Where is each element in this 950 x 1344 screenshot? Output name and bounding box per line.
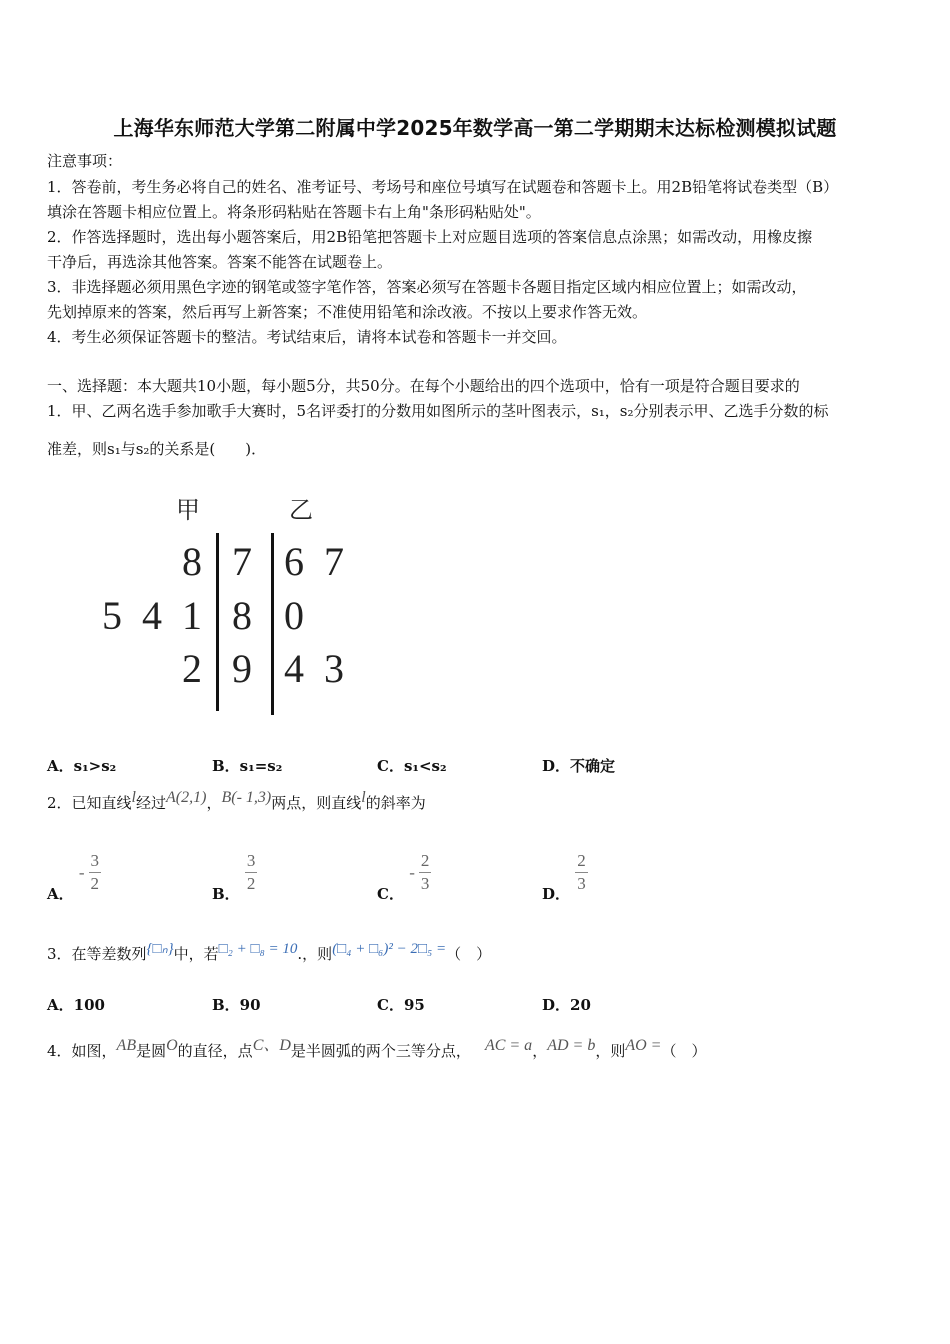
q2-option-d[interactable] bbox=[542, 848, 588, 903]
q2-option-b[interactable] bbox=[212, 848, 257, 903]
notice-line-7: 4．考生必须保证答题卡的整洁。考试结束后，请将本试卷和答题卡一并交回。 bbox=[47, 328, 567, 346]
header-jia: 甲 bbox=[176, 496, 200, 524]
q2-point-b: B(- 1,3) bbox=[221, 789, 272, 806]
q2-part4: 的斜率为 bbox=[365, 794, 426, 812]
q3-option-b[interactable]: B．90 bbox=[212, 996, 261, 1014]
q3-sequence: {□ₙ} bbox=[146, 941, 174, 957]
q3-part3: .，则 bbox=[297, 945, 333, 963]
q3-option-a[interactable]: A．100 bbox=[47, 996, 105, 1014]
q2-option-c[interactable] bbox=[377, 848, 431, 903]
q3-part1: 3．在等差数列 bbox=[47, 945, 147, 963]
q2-c-fraction: - $\frac{2}{3}$ bbox=[409, 851, 430, 893]
notice-line-3: 2．作答选择题时，选出每小题答案后，用2B铅笔把答题卡上对应题目选项的答案信息点涂黑；如需改动，用橡皮擦 bbox=[47, 228, 813, 246]
notice-line-2: 填涂在答题卡相应位置上。将条形码粘贴在答题卡右上角"条形码粘贴处"。 bbox=[47, 203, 541, 221]
q2-b-fraction: $\frac{3}{2}$ bbox=[246, 851, 256, 893]
q3-part2: 中，若 bbox=[173, 945, 219, 963]
notice-line-4: 干净后，再选涂其他答案。答案不能答在试题卷上。 bbox=[47, 253, 393, 271]
q4-part4: 是半圆弧的两个三等分点， bbox=[290, 1042, 471, 1060]
q2-line-l-2: l bbox=[361, 789, 366, 806]
q4-part6: （ ） bbox=[661, 1042, 707, 1060]
q1-option-d[interactable]: D．不确定 bbox=[542, 757, 616, 775]
right-leaves-row1: 6 7 bbox=[284, 539, 344, 584]
q2-a-fraction: - $\frac{3}{2}$ bbox=[78, 851, 100, 893]
stem-row3: 9 bbox=[232, 646, 252, 691]
section-heading: 一、选择题：本大题共10小题，每小题5分，共50分。在每个小题给出的四个选项中，恰有一项是符合题目要求的 bbox=[47, 377, 800, 395]
left-leaves-row3: 2 bbox=[182, 646, 202, 691]
q2-d-label: D． bbox=[542, 884, 571, 903]
q1-option-a[interactable]: A．s₁>s₂ bbox=[47, 757, 117, 775]
q2-b-label: B． bbox=[212, 884, 240, 903]
q4-part2: 是圆 bbox=[136, 1042, 167, 1060]
q2-option-a[interactable] bbox=[47, 848, 101, 903]
stem-row1: 7 bbox=[232, 539, 252, 584]
q3-part4: （ ） bbox=[446, 945, 492, 963]
q3-text bbox=[47, 941, 492, 964]
q2-text bbox=[47, 789, 426, 813]
right-leaves-row3: 4 3 bbox=[284, 646, 344, 691]
page-title: 上海华东师范大学第二附属中学2025年数学高一第二学期期末达标检测模拟试题 bbox=[113, 116, 837, 140]
notice-line-6: 先划掉原来的答案，然后再写上新答案；不准使用铅笔和涂改液。不按以上要求作答无效。 bbox=[47, 303, 648, 321]
q2-part1: 2．已知直线 bbox=[47, 794, 132, 812]
left-leaves-row1: 8 bbox=[182, 539, 202, 584]
q2-part2: 经过 bbox=[136, 794, 167, 812]
notice-line-1: 1．答卷前，考生务必将自己的姓名、准考证号、考场号和座位号填写在试题卷和答题卡上。用2B铅笔将试卷类型（B） bbox=[47, 178, 839, 196]
q4-part5: ，则 bbox=[595, 1042, 626, 1060]
q4-text bbox=[47, 1037, 707, 1061]
q2-line-l: l bbox=[131, 789, 136, 806]
q4-o: O bbox=[166, 1037, 178, 1054]
q4-part1: 4．如图， bbox=[47, 1042, 117, 1060]
q4-cd: C、D bbox=[252, 1037, 291, 1054]
q4-part3: 的直径，点 bbox=[177, 1042, 253, 1060]
q3-condition: □₂ + □₈ = 10 bbox=[218, 941, 298, 957]
q4-sep: ， bbox=[532, 1042, 548, 1060]
q1-option-b[interactable]: B．s₁=s₂ bbox=[212, 757, 283, 775]
q2-c-label: C． bbox=[377, 884, 404, 903]
right-leaves-row2: 0 bbox=[284, 593, 304, 638]
stem-right-divider bbox=[271, 533, 274, 715]
notice-line-5: 3．非选择题必须用黑色字迹的钢笔或签字笔作答，答案必须写在答题卡各题目指定区域内相应位置上；如需改动， bbox=[47, 278, 807, 296]
q3-expression: (□₄ + □₆)² − 2□₅ = bbox=[332, 941, 447, 957]
notice-heading: 注意事项： bbox=[47, 152, 123, 170]
q1-text-line1: 1．甲、乙两名选手参加歌手大赛时，5名评委打的分数用如图所示的茎叶图表示，s₁，s₂分别表示甲、乙选手分数的标 bbox=[47, 402, 829, 420]
q4-ab: AB bbox=[116, 1037, 137, 1054]
q4-ad-b: AD = b bbox=[547, 1037, 596, 1054]
q2-a-label: A． bbox=[47, 884, 74, 903]
q2-point-a: A(2,1) bbox=[166, 789, 207, 806]
q3-option-d[interactable]: D．20 bbox=[542, 996, 591, 1014]
q4-ac-a: AC = a bbox=[484, 1037, 533, 1054]
stem-row2: 8 bbox=[232, 593, 252, 638]
q2-part3: 两点，则直线 bbox=[271, 794, 362, 812]
q1-text-line2: 准差，则s₁与s₂的关系是( )． bbox=[47, 440, 267, 458]
q2-d-fraction: $\frac{2}{3}$ bbox=[577, 851, 586, 893]
header-yi: 乙 bbox=[289, 496, 313, 524]
left-leaves-row2: 5 4 1 bbox=[102, 593, 202, 638]
q4-ao: AO = bbox=[625, 1037, 662, 1054]
q1-option-c[interactable]: C．s₁<s₂ bbox=[377, 757, 447, 775]
q3-option-c[interactable]: C．95 bbox=[377, 996, 425, 1014]
stem-left-divider bbox=[216, 533, 219, 711]
q2-comma: ， bbox=[206, 794, 222, 812]
